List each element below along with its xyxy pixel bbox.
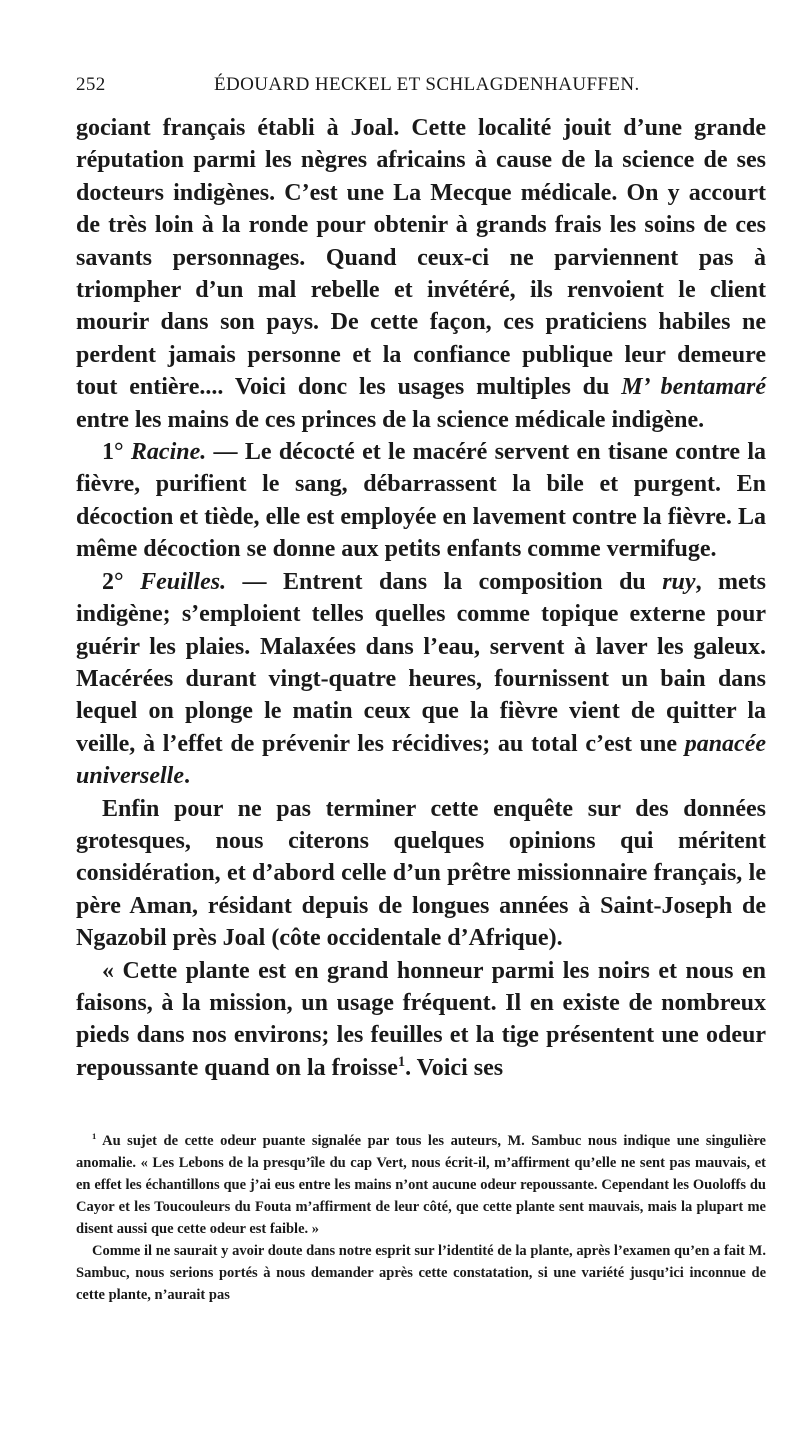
quote-end: . Voici ses: [405, 1054, 504, 1081]
footnotes: [76, 1130, 766, 1306]
paragraph-1: [76, 112, 766, 436]
footnote-reference: 1: [397, 1053, 406, 1070]
paragraph-feuilles: [76, 566, 766, 793]
feuilles-end: .: [184, 763, 190, 790]
paragraph-enfin: Enfin pour ne pas terminer cette enquête sur des données grotesques, nous citerons quelques opinions qui méritent considération, et d’abord celle d’un prêtre missionnaire français, le père Aman, résidant depuis de longues années à Saint-Joseph de Ngazobil près Joal (côte occidentale d’Afrique).: [76, 795, 766, 952]
paragraph-racine: [76, 436, 766, 566]
feuilles-text-a: — Entrent dans la composition du: [226, 568, 663, 595]
footnote-1-text: Au sujet de cette odeur puante signalée par tous les auteurs, M. Sambuc nous indique une singulière anomalie. « Les Lebons de la presqu’île du cap Vert, nous écrit-il, m’affirment qu’elle ne sent pas mauvais, et en effet les échantillons que j’ai eus entre les mains n’ont aucune odeur repoussante. Cependant les Ouoloffs du Cayor et les Toucouleurs du Fouta m’affirment de leur côté, que cette plante sent mauvais, mais la plupart me disent aussi que cette odeur est faible. »: [76, 1133, 766, 1237]
paragraph-quote: [76, 955, 766, 1085]
page-header: [76, 74, 766, 104]
page-number: 252: [76, 74, 106, 95]
list-number-1: 1°: [102, 439, 131, 466]
list-number-2: 2°: [102, 568, 141, 595]
quote-text: « Cette plante est en grand honneur parmi les noirs et nous en faisons, à la mission, un usage fréquent. Il en existe de nombreux pieds dans nos environs; les feuilles et la tige présentent une odeur repoussante quand on la froisse: [76, 957, 766, 1081]
label-racine: Racine.: [130, 439, 207, 466]
body-text: [76, 112, 766, 1084]
racine-text: — Le décocté et le macéré servent en tisane contre la fièvre, purifient le sang, débarrassent la bile et purgent. En décoction et tiède, elle est employée en lavement contre la fièvre. La même décoction se donne aux petits enfants comme vermifuge.: [76, 439, 767, 563]
running-head: ÉDOUARD HECKEL ET SCHLAGDENHAUFFEN.: [214, 74, 640, 95]
term-ruy: ruy: [662, 568, 696, 595]
label-feuilles: Feuilles.: [140, 568, 227, 595]
feuilles-text-b: , mets indigène; s’emploient telles quelles comme topique externe pour guérir les plaies. Malaxées dans l’eau, servent à laver les galeux. Macérées durant vingt-quatre heures, fournissent un bain dans lequel on plonge le matin ceux que la fièvre vient de quitter la veille, à l’effet de prévenir les récidives; au total c’est une: [76, 568, 766, 757]
footnote-1: [76, 1130, 766, 1240]
term-panacee: panacée universelle: [76, 730, 766, 790]
paragraph-1-end: entre les mains de ces princes de la science médicale indigène.: [76, 406, 705, 433]
footnote-mark: 1: [92, 1131, 97, 1142]
paragraph-1-text: gociant français établi à Joal. Cette localité jouit d’une grande réputation parmi les nègres africains à cause de la science de ses docteurs indigènes. C’est une La Mecque médicale. On y accourt de très loin à la ronde pour obtenir à grands frais les soins de ces savants personnages. Quand ceux-ci ne parviennent pas à triompher d’un mal rebelle et invétéré, ils renvoient le client mourir dans son pays. De cette façon, ces praticiens habiles ne perdent jamais personne et la confiance publique leur demeure tout entière.... Voici donc les usages multiples du: [76, 115, 766, 401]
footnote-continuation: Comme il ne saurait y avoir doute dans notre esprit sur l’identité de la plante, après l’examen qu’en a fait M. Sambuc, nous serions portés à nous demander après cette constatation, si une variété jusqu’ici inconnue de cette plante, n’aurait pas: [76, 1243, 766, 1303]
plant-name: M’ bentamaré: [621, 374, 766, 401]
